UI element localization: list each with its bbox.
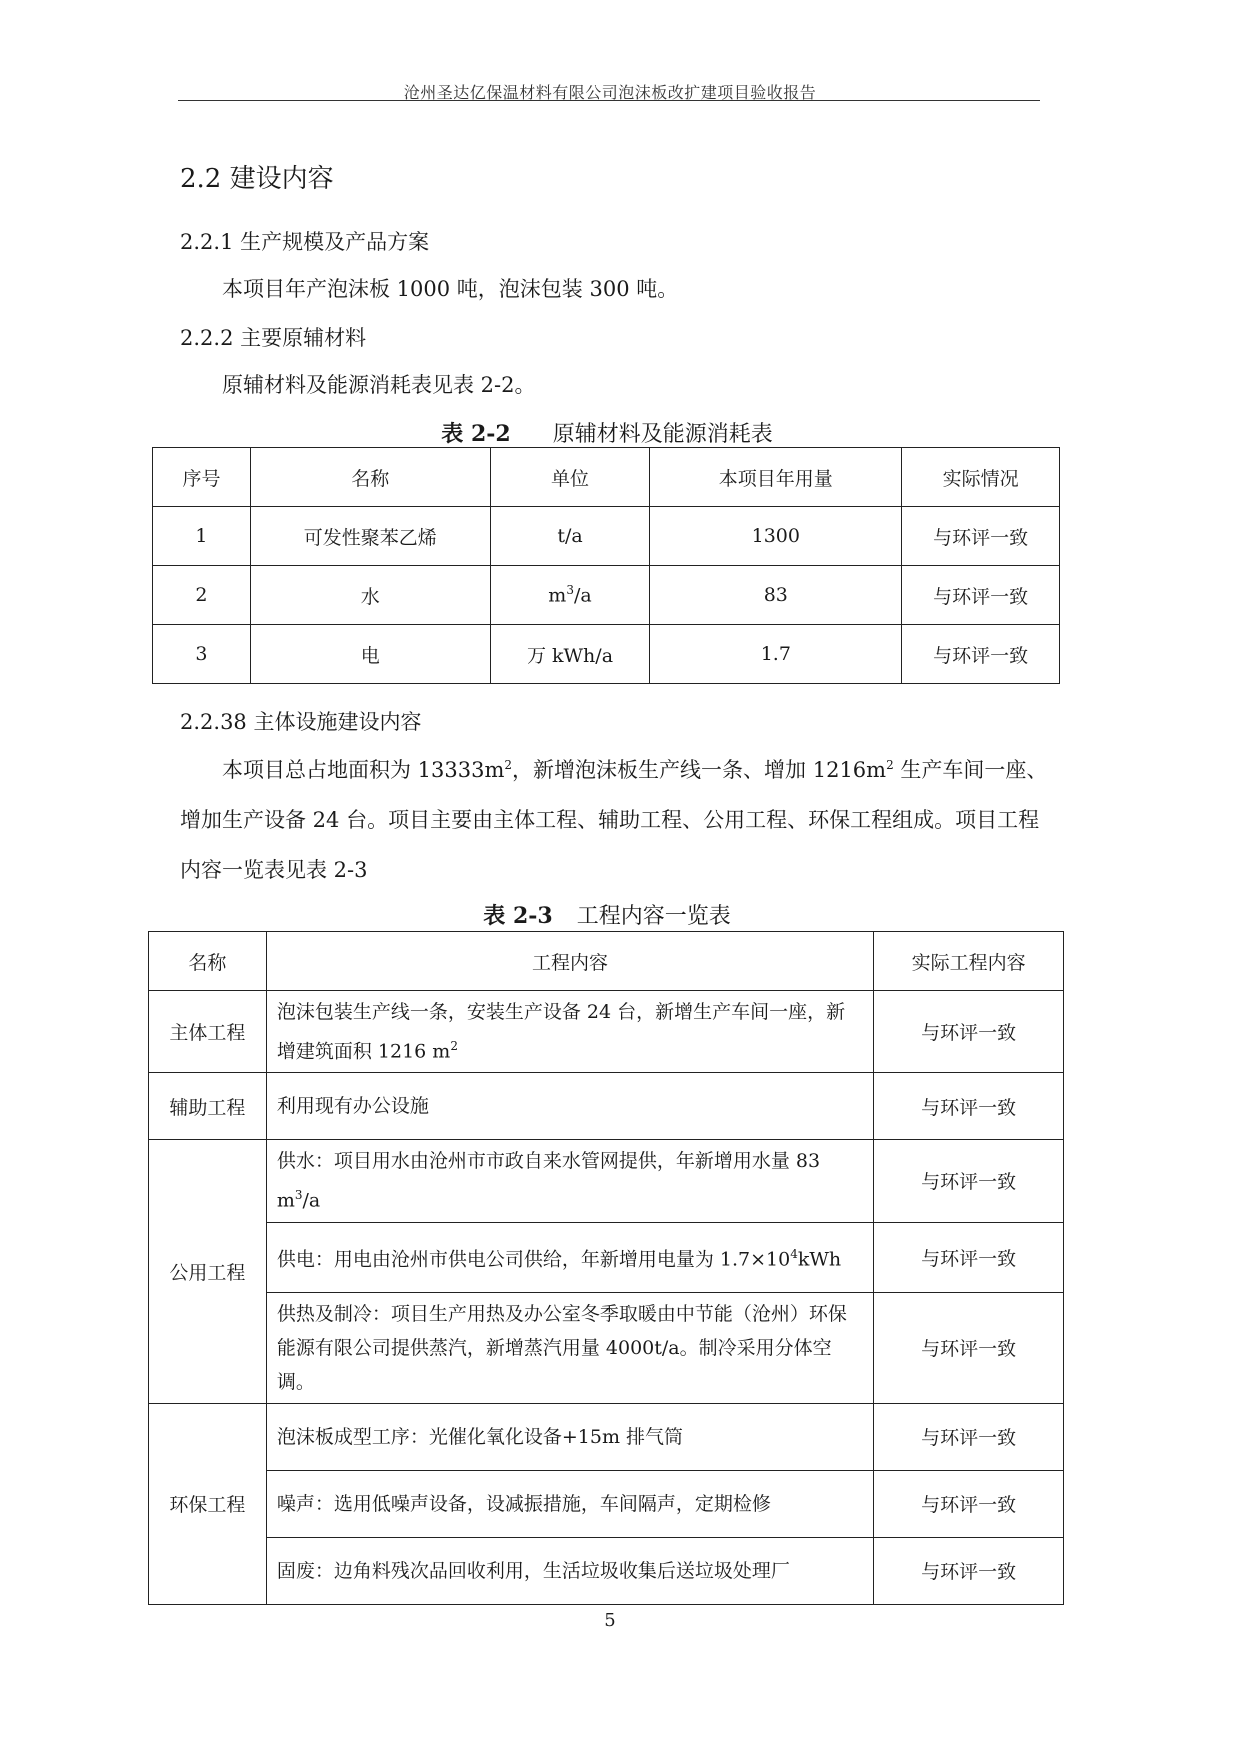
header-cell: 名称	[250, 448, 490, 507]
table-2-3-number: 表 2-3	[483, 903, 553, 929]
table-row	[153, 625, 1060, 684]
table-row	[149, 1222, 1064, 1292]
cell-no: 3	[153, 625, 251, 684]
cell-status: 与环评一致	[874, 1222, 1064, 1292]
cell-category: 环保工程	[149, 1403, 267, 1604]
cell-status: 与环评一致	[874, 1537, 1064, 1604]
text-part: 生产车间一座、增加生产设备 24 台。项目主要由主体工程、辅助工程、公用工程、环保工程组成。项目工程内容一览表见表 2-3	[180, 758, 1048, 882]
header-cell: 名称	[149, 932, 267, 991]
table-row	[149, 1073, 1064, 1140]
cell-no: 2	[153, 566, 251, 625]
cell-content	[266, 1140, 873, 1222]
cell-content: 利用现有办公设施	[266, 1073, 873, 1140]
table-2-3-title: 工程内容一览表	[576, 904, 731, 929]
cell-unit: 万 kWh/a	[490, 625, 650, 684]
subsection-2-2-1-text: 本项目年产泡沫板 1000 吨，泡沫包装 300 吨。	[222, 277, 679, 301]
table-2-3-caption	[150, 899, 1064, 930]
header-cell: 单位	[490, 448, 650, 507]
header-divider	[178, 100, 1040, 101]
header-cell: 本项目年用量	[650, 448, 902, 507]
table-row	[153, 566, 1060, 625]
cell-unit: t/a	[490, 507, 650, 566]
table-row	[149, 1292, 1064, 1403]
unit-base: m	[548, 584, 567, 607]
cell-amount: 1.7	[650, 625, 902, 684]
subsection-2-2-38-text	[180, 740, 1050, 895]
section-title: 2.2 建设内容	[180, 164, 334, 194]
cell-content: 固废：边角料残次品回收利用，生活垃圾收集后送垃圾处理厂	[266, 1537, 873, 1604]
unit-tail: /a	[573, 584, 592, 607]
cell-name: 水	[250, 566, 490, 625]
content-text: 供电：用电由沧州市供电公司供给，年新增用电量为 1.7×10	[276, 1248, 791, 1271]
subsection-2-2-2-text: 原辅材料及能源消耗表见表 2-2。	[222, 373, 536, 397]
subsection-2-2-1-title: 2.2.1 生产规模及产品方案	[180, 230, 430, 254]
table-header-row	[153, 448, 1060, 507]
content-tail: kWh	[797, 1248, 842, 1271]
cell-status: 与环评一致	[874, 1292, 1064, 1403]
header-cell: 序号	[153, 448, 251, 507]
cell-status: 与环评一致	[902, 507, 1060, 566]
cell-category: 辅助工程	[149, 1073, 267, 1140]
table-row	[149, 1537, 1064, 1604]
cell-status: 与环评一致	[874, 991, 1064, 1073]
superscript: 2	[886, 758, 894, 772]
superscript: 4	[790, 1247, 798, 1262]
cell-content	[266, 1222, 873, 1292]
subsection-2-2-38-title: 2.2.38 主体设施建设内容	[180, 710, 422, 734]
works-table	[148, 931, 1064, 1605]
table-2-2-number: 表 2-2	[441, 421, 511, 447]
cell-category: 公用工程	[149, 1140, 267, 1403]
cell-content: 供热及制冷：项目生产用热及办公室冬季取暖由中节能（沧州）环保能源有限公司提供蒸汽，新增蒸汽用量 4000t/a。制冷采用分体空调。	[266, 1292, 873, 1403]
superscript: 2	[450, 1039, 458, 1053]
cell-status: 与环评一致	[874, 1140, 1064, 1222]
unit-superscript: 3	[566, 583, 574, 598]
cell-no: 1	[153, 507, 251, 566]
header-cell: 实际工程内容	[874, 932, 1064, 991]
cell-amount: 1300	[650, 507, 902, 566]
cell-category: 主体工程	[149, 991, 267, 1073]
table-2-2-title: 原辅材料及能源消耗表	[552, 422, 773, 447]
text-part: ，新增泡沫板生产线一条、增加 1216m	[512, 758, 887, 782]
cell-content	[266, 991, 873, 1073]
header-cell: 工程内容	[266, 932, 873, 991]
table-row	[153, 507, 1060, 566]
content-text: 供水：项目用水由沧州市市政自来水管网提供，年新增用水量 83 m	[276, 1150, 821, 1212]
table-2-2-caption	[150, 417, 1064, 448]
cell-content: 泡沫板成型工序：光催化氧化设备+15m 排气筒	[266, 1403, 873, 1470]
text-part: 本项目总占地面积为 13333m	[222, 758, 505, 782]
materials-table	[152, 447, 1060, 684]
subsection-2-2-2-title: 2.2.2 主要原辅材料	[180, 326, 367, 350]
cell-name: 可发性聚苯乙烯	[250, 507, 490, 566]
superscript: 2	[504, 758, 513, 772]
cell-status: 与环评一致	[902, 566, 1060, 625]
cell-amount: 83	[650, 566, 902, 625]
cell-status: 与环评一致	[902, 625, 1060, 684]
content-text: 泡沫包装生产线一条，安装生产设备 24 台，新增生产车间一座，新增建筑面积 1216 m	[276, 1001, 846, 1063]
table-row	[149, 991, 1064, 1073]
cell-content: 噪声：选用低噪声设备，设减振措施，车间隔声，定期检修	[266, 1470, 873, 1537]
table-header-row	[149, 932, 1064, 991]
table-row	[149, 1403, 1064, 1470]
table-row	[149, 1470, 1064, 1537]
cell-unit	[490, 566, 650, 625]
page-number: 5	[604, 1610, 616, 1631]
running-header: 沧州圣达亿保温材料有限公司泡沫板改扩建项目验收报告	[403, 83, 817, 102]
superscript: 3	[294, 1188, 303, 1203]
cell-name: 电	[250, 625, 490, 684]
content-tail: /a	[302, 1189, 321, 1212]
cell-status: 与环评一致	[874, 1073, 1064, 1140]
cell-status: 与环评一致	[874, 1403, 1064, 1470]
header-cell: 实际情况	[902, 448, 1060, 507]
cell-status: 与环评一致	[874, 1470, 1064, 1537]
table-row	[149, 1140, 1064, 1222]
